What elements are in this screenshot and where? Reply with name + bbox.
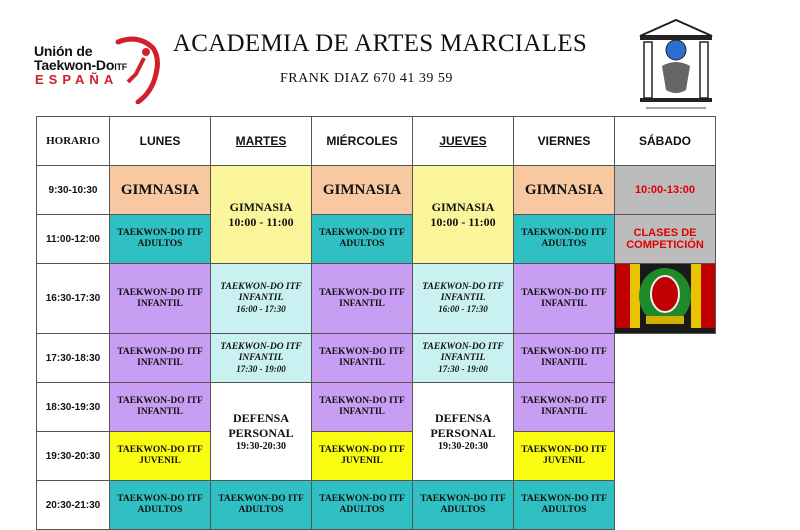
time-cell: 16:30-17:30: [37, 264, 110, 334]
class-cell: TAEKWON-DO ITF JUVENIL: [312, 432, 413, 481]
class-cell: TAEKWON-DO ITF INFANTIL: [514, 383, 615, 432]
class-cell: TAEKWON-DO ITF ADULTOS: [312, 215, 413, 264]
col-miercoles: MIÉRCOLES: [312, 117, 413, 166]
class-cell: TAEKWON-DO ITF INFANTIL: [514, 334, 615, 383]
competition-team-image: [615, 264, 716, 334]
class-cell: TAEKWON-DO ITF ADULTOS: [514, 481, 615, 530]
empty-cell: [615, 383, 716, 432]
table-row: [37, 383, 716, 432]
class-cell: GIMNASIA 10:00 - 11:00: [413, 166, 514, 264]
col-horario: HORARIO: [37, 117, 110, 166]
logo-text-espana: ESPAÑA: [35, 72, 119, 87]
union-taekwondo-logo: [30, 30, 165, 110]
table-row: [37, 166, 716, 215]
class-cell: TAEKWON-DO ITF JUVENIL: [514, 432, 615, 481]
class-cell: GIMNASIA 10:00 - 11:00: [211, 166, 312, 264]
logo-text-taekwondo: Taekwon-DoITF: [34, 57, 128, 73]
class-cell: TAEKWON-DO ITF ADULTOS: [413, 481, 514, 530]
col-martes: MARTES: [211, 117, 312, 166]
header-row: [37, 117, 716, 166]
time-cell: 20:30-21:30: [37, 481, 110, 530]
academy-crest-logo: [636, 18, 716, 114]
table-row: [37, 481, 716, 530]
schedule-table: [36, 116, 716, 530]
empty-cell: [615, 432, 716, 481]
time-cell: 17:30-18:30: [37, 334, 110, 383]
temple-crest-icon: [636, 18, 716, 114]
class-cell: TAEKWON-DO ITF INFANTIL: [312, 264, 413, 334]
contact-phone: FRANK DIAZ 670 41 39 59: [280, 71, 453, 86]
time-cell: 11:00-12:00: [37, 215, 110, 264]
table-row: [37, 334, 716, 383]
class-cell: TAEKWON-DO ITF INFANTIL: [514, 264, 615, 334]
class-cell: DEFENSA PERSONAL 19:30-20:30: [211, 383, 312, 481]
class-cell: GIMNASIA: [514, 166, 615, 215]
col-lunes: LUNES: [110, 117, 211, 166]
class-cell: TAEKWON-DO ITF INFANTIL 17:30 - 19:00: [413, 334, 514, 383]
class-cell: TAEKWON-DO ITF INFANTIL 16:00 - 17:30: [211, 264, 312, 334]
team-emblem-icon: [616, 264, 715, 328]
class-cell: TAEKWON-DO ITF ADULTOS: [514, 215, 615, 264]
col-sabado: SÁBADO: [615, 117, 716, 166]
class-cell: TAEKWON-DO ITF ADULTOS: [110, 481, 211, 530]
col-jueves: JUEVES: [413, 117, 514, 166]
col-viernes: VIERNES: [514, 117, 615, 166]
class-cell: GIMNASIA: [110, 166, 211, 215]
class-cell: GIMNASIA: [312, 166, 413, 215]
sat-competition-cell: CLASES DE COMPETICIÓN: [615, 215, 716, 264]
time-cell: 18:30-19:30: [37, 383, 110, 432]
class-cell: DEFENSA PERSONAL 19:30-20:30: [413, 383, 514, 481]
table-row: [37, 215, 716, 264]
class-cell: TAEKWON-DO ITF ADULTOS: [312, 481, 413, 530]
class-cell: TAEKWON-DO ITF INFANTIL: [110, 383, 211, 432]
class-cell: TAEKWON-DO ITF INFANTIL: [312, 334, 413, 383]
page-title: ACADEMIA DE ARTES MARCIALES: [172, 30, 588, 57]
sat-time-cell: 10:00-13:00: [615, 166, 716, 215]
class-cell: TAEKWON-DO ITF INFANTIL: [312, 383, 413, 432]
logo-text-union: Unión de: [34, 43, 93, 59]
time-cell: 9:30-10:30: [37, 166, 110, 215]
time-cell: 19:30-20:30: [37, 432, 110, 481]
class-cell: TAEKWON-DO ITF INFANTIL: [110, 334, 211, 383]
class-cell: TAEKWON-DO ITF INFANTIL: [110, 264, 211, 334]
kicker-figure-icon: [108, 34, 163, 104]
class-cell: TAEKWON-DO ITF ADULTOS: [110, 215, 211, 264]
class-cell: TAEKWON-DO ITF ADULTOS: [211, 481, 312, 530]
table-row: [37, 432, 716, 481]
empty-cell: [615, 481, 716, 530]
class-cell: TAEKWON-DO ITF INFANTIL 17:30 - 19:00: [211, 334, 312, 383]
class-cell: TAEKWON-DO ITF JUVENIL: [110, 432, 211, 481]
table-row: [37, 264, 716, 334]
empty-cell: [615, 334, 716, 383]
class-cell: TAEKWON-DO ITF INFANTIL 16:00 - 17:30: [413, 264, 514, 334]
